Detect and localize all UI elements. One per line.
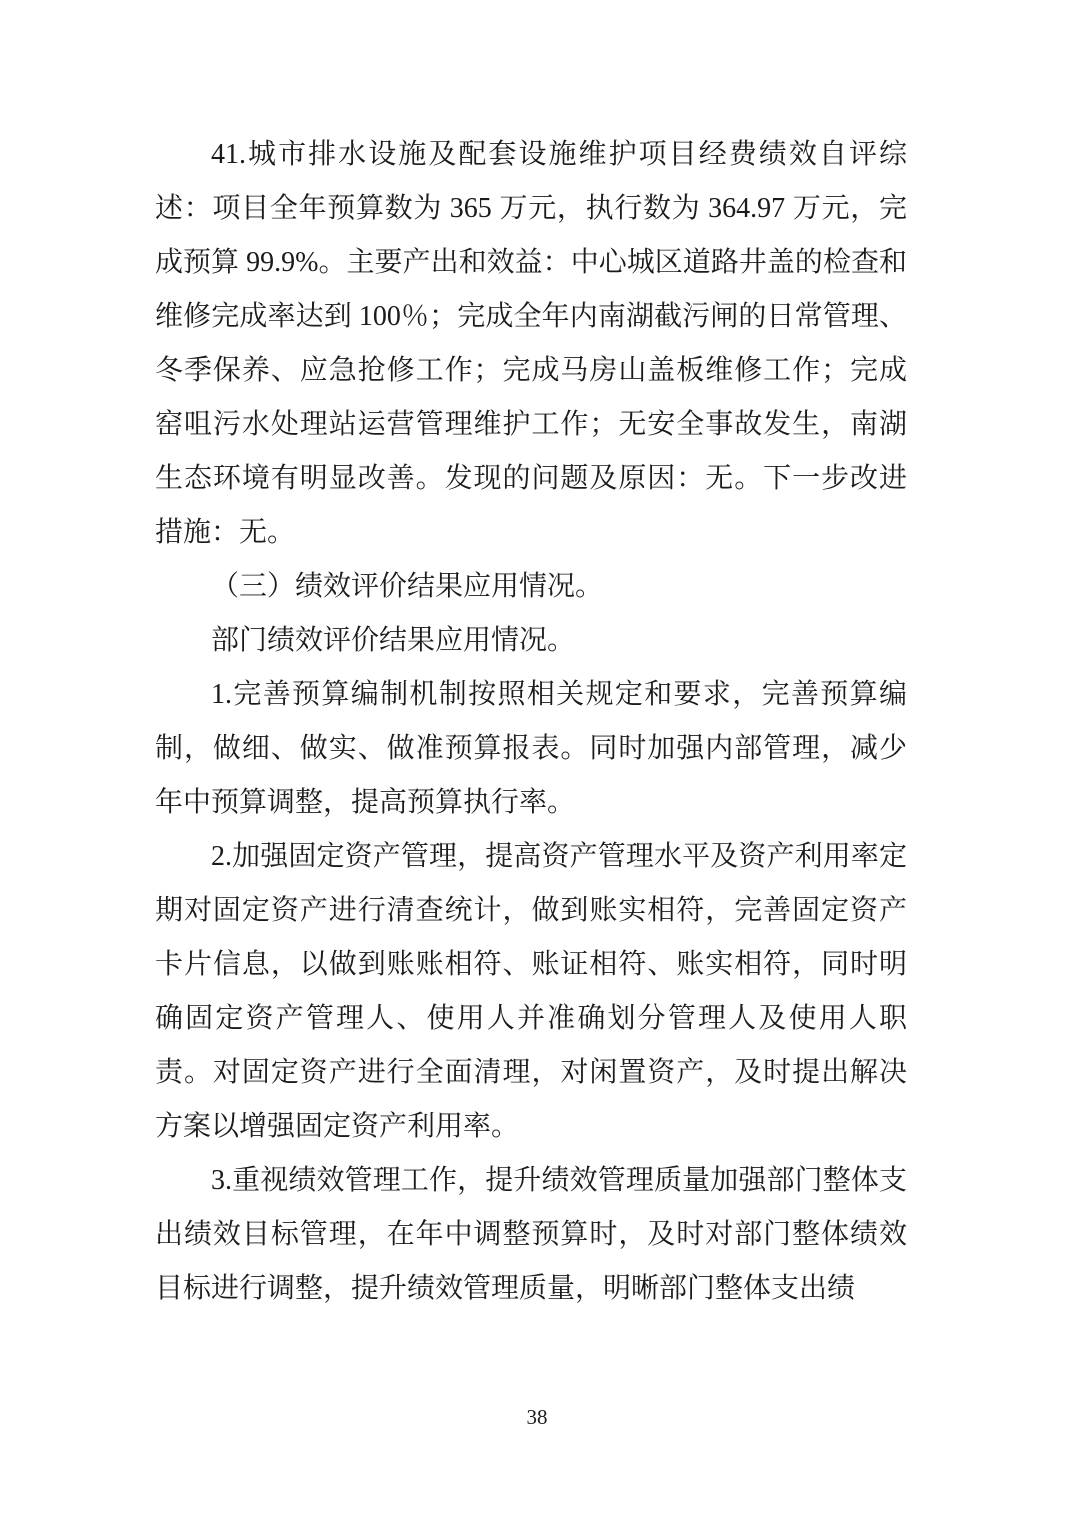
document-body [155, 128, 907, 1316]
paragraph-department-result-application: 部门绩效评价结果应用情况。 [211, 625, 576, 656]
paragraph-item-2-fixed-assets: 2.加强固定资产管理，提高资产管理水平及资产利用率定期对固定资产进行清查统计，做到账实相符，完善固定资产卡片信息，以做到账账相符、账证相符、账实相符，同时明确固定资产管理人、使用人并准确划分管理人及使用人职责。对固定资产进行全面清理，对闲置资产，及时提出解决方案以增强固定资产利用率。 [155, 841, 907, 1142]
paragraph-item-1-budget-mechanism: 1.完善预算编制机制按照相关规定和要求，完善预算编制，做细、做实、做准预算报表。同时加强内部管理，减少年中预算调整，提高预算执行率。 [155, 679, 907, 818]
paragraph-item-3-performance-management: 3.重视绩效管理工作，提升绩效管理质量加强部门整体支出绩效目标管理，在年中调整预算时，及时对部门整体绩效目标进行调整，提升绩效管理质量，明晰部门整体支出绩 [155, 1165, 907, 1304]
page-number: 38 [526, 1405, 548, 1429]
paragraph-item-41-self-evaluation: 41.城市排水设施及配套设施维护项目经费绩效自评综述：项目全年预算数为 365 万元，执行数为 364.97 万元，完成预算 99.9%。主要产出和效益：中心城区道路井盖的检查和维修完成率达到 100％；完成全年内南湖截污闸的日常管理、冬季保养、应急抢修工作；完成马房山盖板维修工作；完成窑咀污水处理站运营管理维护工作；无安全事故发生，南湖生态环境有明显改善。发现的问题及原因：无。下一步改进措施：无。 [155, 139, 907, 548]
heading-section-three: （三）绩效评价结果应用情况。 [211, 571, 604, 602]
